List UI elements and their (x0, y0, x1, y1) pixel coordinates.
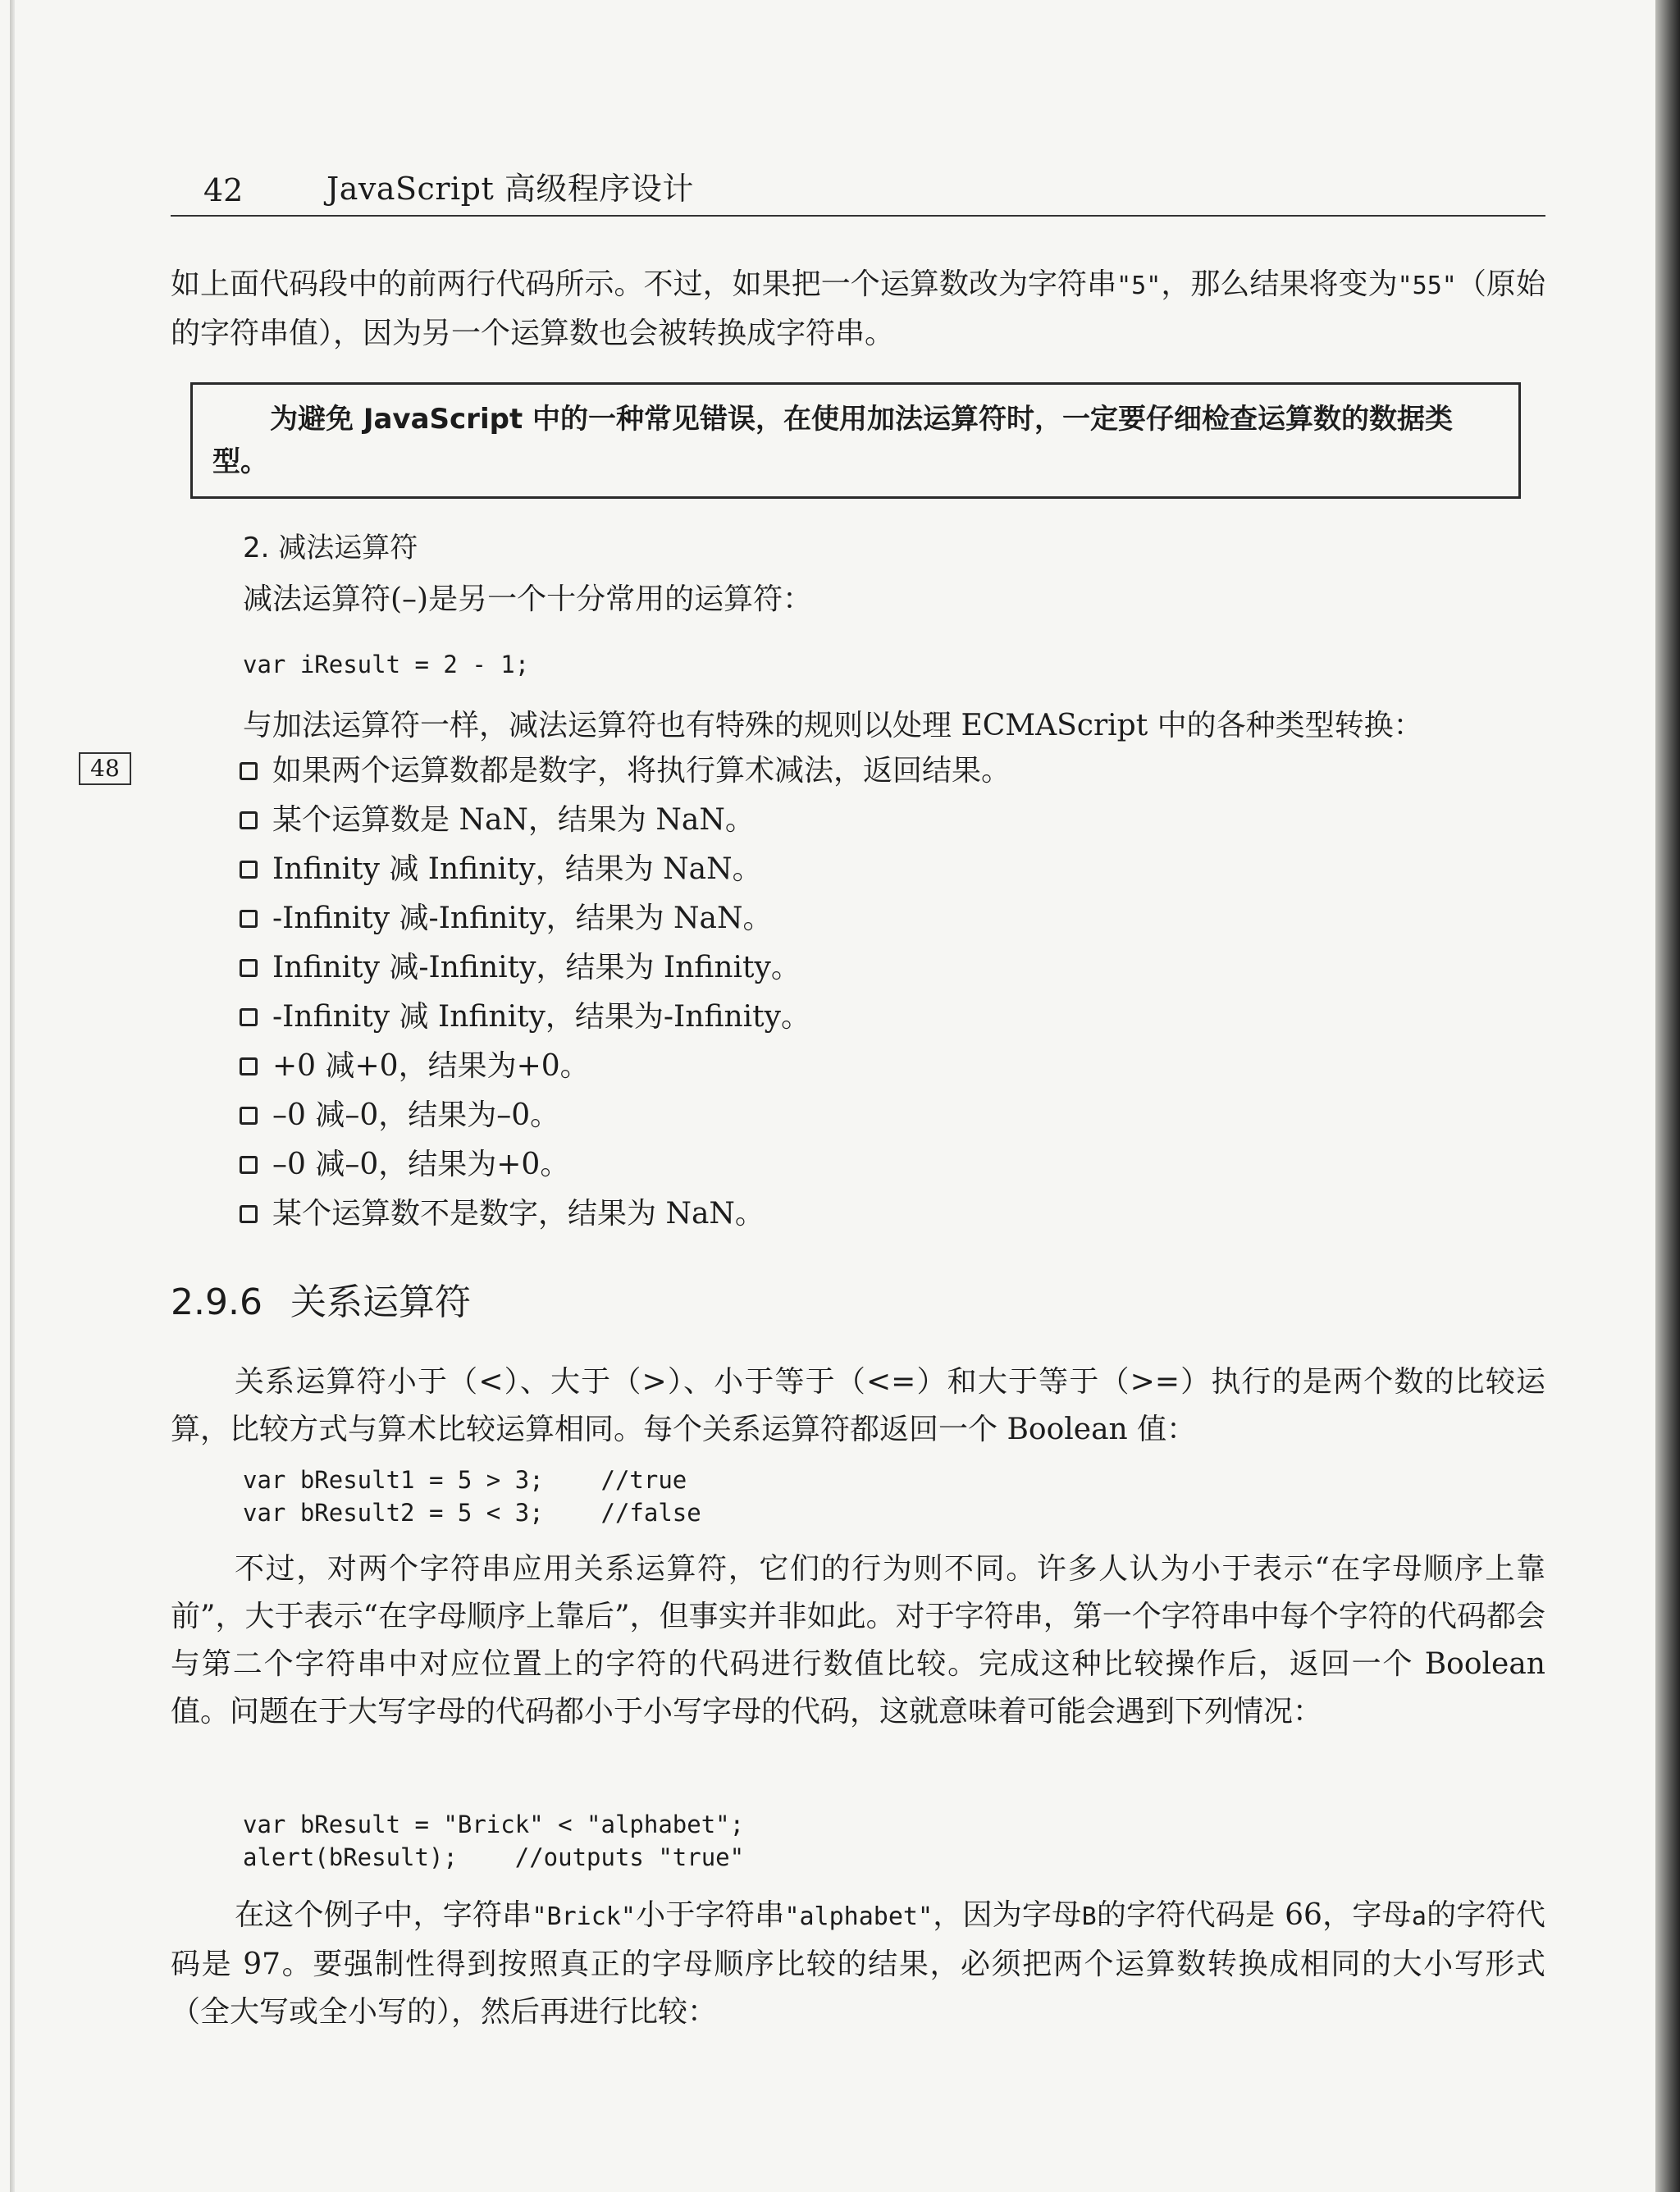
intro-text-a: 如上面代码段中的前两行代码所示。不过，如果把一个运算数改为字符串 (171, 267, 1117, 301)
inline-code: a (1411, 1902, 1427, 1931)
list-item (240, 943, 1011, 993)
explanation-text: 小于字符串 (635, 1898, 785, 1932)
list-item-text: 如果两个运算数都是数字，将执行算术减法，返回结果。 (272, 754, 1011, 788)
list-item-text: 某个运算数是 NaN，结果为 NaN。 (272, 803, 755, 837)
intro-text-b: ，那么结果将变为 (1161, 267, 1398, 301)
explanation-text: 的字符代码是 97。要强制性得到按照真正的字母顺序比较的结果，必须把两个运算数转换成相同的大小写形式（全大写或全小写的），然后再进行比较： (171, 1898, 1545, 2029)
section-title: 关系运算符 (290, 1281, 471, 1323)
section-heading (171, 1278, 471, 1327)
inline-code: "Brick" (532, 1902, 636, 1931)
explanation-text: 在这个例子中，字符串 (235, 1898, 532, 1932)
checkbox-bullet-icon (240, 1107, 258, 1125)
checkbox-bullet-icon (240, 762, 258, 780)
tip-callout-text: 为避免 JavaScript 中的一种常见错误，在使用加法运算符时，一定要仔细检查运算数的数据类型。 (212, 403, 1454, 478)
checkbox-bullet-icon (240, 811, 258, 829)
subtraction-rules-list (240, 747, 1011, 1239)
intro-paragraph (171, 261, 1545, 358)
list-item-text: Infinity 减 Infinity，结果为 NaN。 (272, 852, 762, 886)
list-item (240, 1190, 1011, 1239)
list-item (240, 894, 1011, 943)
section-number: 2.9.6 (171, 1281, 262, 1323)
list-item-text: –0 减–0，结果为–0。 (272, 1098, 560, 1132)
list-item-text: 某个运算数不是数字，结果为 NaN。 (272, 1197, 765, 1231)
relational-intro-paragraph: 关系运算符小于（<）、大于（>）、小于等于（<=）和大于等于（>=）执行的是两个数的比较运算，比较方式与算术比较运算相同。每个关系运算符都返回一个 Boolean 值： (171, 1365, 1545, 1446)
checkbox-bullet-icon (240, 861, 258, 879)
string-comparison-paragraph: 不过，对两个字符串应用关系运算符，它们的行为则不同。许多人认为小于表示“在字母顺序上靠前”，大于表示“在字母顺序上靠后”，但事实并非如此。对于字符串，第一个字符串中每个字符的代码都会与第二个字符串中对应位置上的字符的代码进行数值比较。完成这种比较操作后，返回一个 Boolean 值。问题在于大写字母的代码都小于小写字母的代码，这就意味着可能会遇到下列情况： (171, 1552, 1545, 1728)
subtraction-intro: 减法运算符(–)是另一个十分常用的运算符： (243, 582, 813, 616)
explanation-text: 的字符代码是 66，字母 (1096, 1898, 1412, 1932)
inline-code: "alphabet" (784, 1902, 934, 1931)
intro-code-b: "55" (1397, 272, 1457, 300)
tip-callout-box (190, 382, 1521, 499)
list-item-text: -Infinity 减 Infinity，结果为-Infinity。 (272, 1000, 810, 1034)
relational-code-example-1: var bResult1 = 5 > 3; //true var bResult2 = 5 < 3; //false (243, 1466, 701, 1527)
list-item-text: –0 减–0，结果为+0。 (272, 1148, 570, 1181)
book-title: JavaScript 高级程序设计 (326, 171, 694, 207)
list-item (240, 993, 1011, 1042)
subtraction-heading: 2. 减法运算符 (243, 532, 418, 564)
explanation-text: ，因为字母 (933, 1898, 1082, 1932)
relational-code-example-2: var bResult = "Brick" < "alphabet"; alert(bResult); //outputs "true" (243, 1811, 745, 1871)
list-item-text: +0 减+0，结果为+0。 (272, 1049, 590, 1083)
checkbox-bullet-icon (240, 959, 258, 977)
checkbox-bullet-icon (240, 1057, 258, 1075)
checkbox-bullet-icon (240, 1156, 258, 1174)
subtraction-rules-intro: 与加法运算符一样，减法运算符也有特殊的规则以处理 ECMAScript 中的各种类型转换： (243, 709, 1423, 742)
running-header (171, 161, 1545, 217)
intro-code-a: "5" (1116, 272, 1162, 300)
margin-page-reference: 48 (79, 752, 131, 785)
list-item-text: Infinity 减-Infinity，结果为 Infinity。 (272, 951, 801, 984)
list-item-text: -Infinity 减-Infinity，结果为 NaN。 (272, 902, 773, 935)
list-item (240, 1140, 1011, 1190)
list-item (240, 796, 1011, 845)
list-item (240, 747, 1011, 796)
intro-text-c: （原始的字符串值），因为另一个运算数也会被转换成字符串。 (171, 267, 1545, 350)
page-binding-shadow (10, 0, 15, 2192)
list-item (240, 1091, 1011, 1140)
page-edge-shadow (1655, 0, 1680, 2192)
inline-code: B (1081, 1902, 1097, 1931)
explanation-paragraph (171, 1892, 1545, 2036)
checkbox-bullet-icon (240, 910, 258, 928)
subtraction-code: var iResult = 2 - 1; (243, 651, 530, 678)
checkbox-bullet-icon (240, 1008, 258, 1026)
list-item (240, 845, 1011, 894)
list-item (240, 1042, 1011, 1091)
page-number: 42 (203, 172, 244, 208)
checkbox-bullet-icon (240, 1205, 258, 1223)
